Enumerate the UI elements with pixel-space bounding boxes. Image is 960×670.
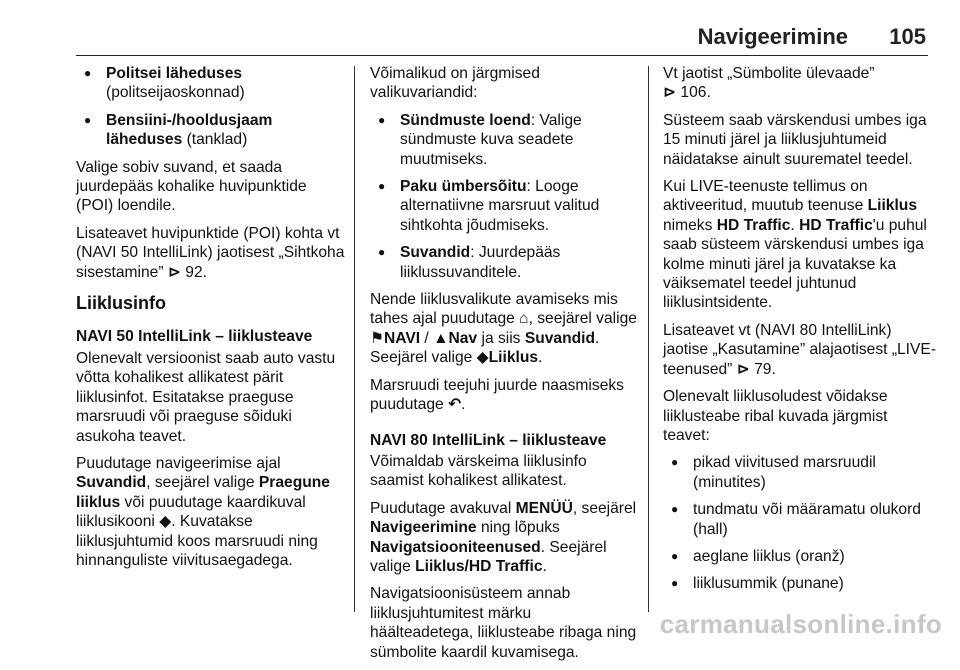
subsection-title: NAVI 50 IntelliLink – liiklusteave — [76, 328, 313, 346]
header-rule — [76, 55, 928, 56]
paragraph: Võimaldab värskeima liiklusinfo saamist kohalikest allikatest. — [370, 452, 587, 490]
traffic-car-icon: ◆ — [476, 349, 489, 367]
page-reference[interactable]: 92. — [185, 263, 207, 281]
list-item: ● Paku ümbersõitu: Looge alternatiivne marsruut valitud sihtkohta jõudmiseks. — [370, 177, 638, 235]
list-item: ● tundmatu või määramatu olukord (hall) — [663, 500, 937, 539]
paragraph: Kui LIVE-teenuste tellimus on aktiveeritud, muutub teenuse Liiklus nimeks HD Traffic. HD Traffic'u puhul saab süsteem värskendusi umbes iga kolme minuti järel ja kuvatakse ka väiksematel teedel juhtunud liiklusintsidente. — [663, 178, 927, 312]
column-3 — [663, 64, 937, 602]
list-item: ● liiklusummik (punane) — [663, 574, 937, 593]
list-item: ● Sündmuste loend: Valige sündmuste kuva seadete muutmiseks. — [370, 111, 638, 169]
list-item: ● Politsei läheduses (politseijaoskonnad) — [76, 64, 348, 103]
column-divider — [354, 66, 355, 612]
paragraph: Puudutage navigeerimise ajal Suvandid, seejärel valige Praegune liiklus või puudutage kaardikuval liiklusikooni ◆. Kuvatakse liiklusjuhtumid koos marsruudi ning hinnanguliste viivitusaegadega. — [76, 454, 330, 569]
traffic-car-icon: ◆ — [159, 513, 172, 531]
paragraph: Valige sobiv suvand, et saada juurdepääs kohalike huvipunktide (POI) loendile. — [76, 158, 307, 215]
paragraph: Puudutage avakuval MENÜÜ, seejärel Navigeerimine ning lõpuks Navigatsiooniteenused. Seejärel valige Liiklus/HD Traffic. — [370, 499, 637, 575]
poi-list — [76, 64, 348, 150]
column-1 — [76, 64, 348, 578]
subsection-title: NAVI 80 IntelliLink – liiklusteave — [370, 431, 607, 449]
chapter-title: Navigeerimine — [697, 24, 848, 49]
page-reference[interactable]: 106. — [680, 84, 711, 102]
list-item: ● pikad viivitused marsruudil (minutites) — [663, 453, 937, 492]
flag-icon: ⚑ — [370, 329, 384, 347]
paragraph: Lisateavet huvipunktide (POI) kohta vt (NAVI 50 IntelliLink) jaotisest „Sihtkoha sisestamine” ⊳ 92. — [76, 224, 345, 281]
options-list — [370, 111, 638, 282]
home-icon: ⌂ — [519, 310, 529, 328]
navigation-arrow-icon: ▲ — [433, 329, 449, 347]
back-arrow-icon: ↶ — [448, 396, 462, 414]
watermark: carmanualsonline.info — [659, 609, 942, 639]
traffic-info-list — [663, 453, 937, 593]
list-item: ● Bensiini-/hooldusjaam läheduses (tanklad) — [76, 111, 348, 150]
paragraph: Lisateavet vt (NAVI 80 IntelliLink) jaotise „Kasutamine” alajaotisest „LIVE-teenused” ⊳ 79. — [663, 321, 937, 378]
reference-arrow-icon: ⊳ — [736, 360, 750, 378]
paragraph: Navigatsioonisüsteem annab liiklusjuhtumitest märku häälteadetega, liiklusteabe ribaga ning sümbolite kaardil kuvamisega. — [370, 585, 637, 661]
column-2 — [370, 64, 638, 670]
paragraph: Võimalikud on järgmised valikuvariandid: — [370, 65, 540, 102]
list-item: ● aeglane liiklus (oranž) — [663, 547, 937, 566]
page-number: 105 — [889, 24, 926, 49]
reference-arrow-icon: ⊳ — [663, 84, 677, 102]
section-title: Liiklusinfo — [76, 293, 166, 314]
paragraph: Nende liiklusvalikute avamiseks mis tahes ajal puudutage ⌂, seejärel valige ⚑NAVI / ▲Nav ja siis Suvandid. Seejärel valige ◆Liiklus. — [370, 291, 637, 367]
reference-arrow-icon: ⊳ — [167, 263, 181, 281]
list-item: ● Suvandid: Juurdepääs liiklussuvanditele. — [370, 243, 638, 282]
page-header — [0, 0, 960, 58]
paragraph: Süsteem saab värskendusi umbes iga 15 minuti järel ja liiklusjuhtumeid näidatakse ainult suurematel teedel. — [663, 111, 927, 168]
paragraph: Olenevalt liiklusoludest võidakse liiklusteabe ribal kuvada järgmist teavet: — [663, 388, 888, 444]
page-reference[interactable]: 79. — [754, 360, 776, 378]
paragraph: Marsruudi teejuhi juurde naasmiseks puudutage ↶. — [370, 376, 624, 414]
paragraph: Olenevalt versioonist saab auto vastu võtta kohalikest allikatest pärit liiklusinfot. Esitatakse praeguse marsruudi või praeguse sõiduki asukoha teavet. — [76, 349, 336, 445]
paragraph: Vt jaotist „Sümbolite ülevaade” ⊳ 106. — [663, 65, 875, 102]
column-divider — [648, 66, 649, 612]
